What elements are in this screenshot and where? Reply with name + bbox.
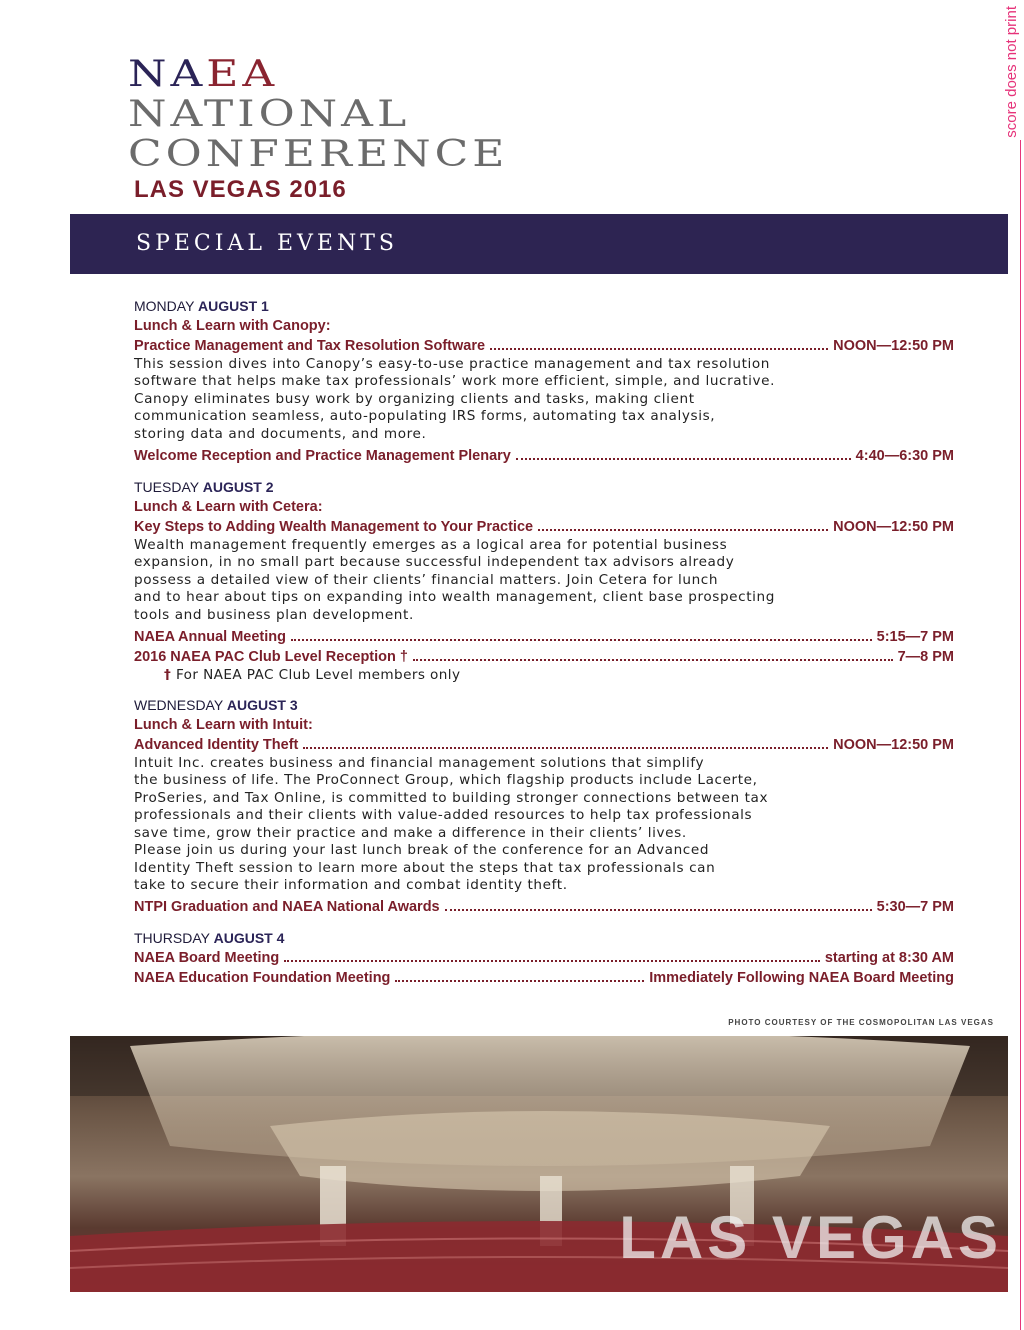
day-heading [134,479,984,495]
event-name: NTPI Graduation and NAEA National Awards [134,899,440,916]
banner-title: SPECIAL EVENTS [136,231,398,256]
event-row [134,337,954,355]
day-date: AUGUST 3 [226,697,298,714]
event-name: NAEA Board Meeting [134,950,280,967]
event-name: Advanced Identity Theft [134,737,299,754]
logo-ea: EA [206,53,279,95]
margin-note: score does not print [1003,6,1020,138]
dot-leader [516,458,851,460]
event-row [134,969,954,987]
event-sponsor-title: Lunch & Learn with Intuit: [134,717,313,734]
event-time: 5:30—7 PM [876,899,954,916]
event-row [134,648,954,666]
dagger-symbol: † [164,667,172,684]
dot-leader [284,960,820,962]
day-heading [134,930,984,946]
event-schedule [134,298,984,987]
photo-caption: LAS VEGAS [619,1204,1002,1271]
dot-leader [538,529,828,531]
event-time: NOON—12:50 PM [833,519,954,536]
day-weekday: WEDNESDAY [134,697,223,714]
event-name: Welcome Reception and Practice Management Plenary [134,448,511,465]
event-note-text: For NAEA PAC Club Level members only [175,667,461,684]
logo-line-naea [128,53,508,95]
event-description: This session dives into Canopy’s easy-to-use practice management and tax resolution software that helps make tax professionals’ work more efficient, simple, and lucrative. Canopy eliminates busy work by organizing clients and tasks, making client communication seamless, auto-populating IRS forms, automating tax analysis, storing data and documents, and more. [134,356,776,442]
event-time: Immediately Following NAEA Board Meeting [649,970,954,987]
dot-leader [413,659,893,661]
logo-line-conference: CONFERENCE [128,133,509,175]
venue-photo [70,1036,1008,1292]
dot-leader [303,747,828,749]
conference-logo [128,53,509,178]
event-name: Key Steps to Adding Wealth Management to Your Practice [134,519,534,536]
dot-leader [445,909,872,911]
event-time: 7—8 PM [897,649,954,666]
logo-na: NA [128,53,207,95]
day-weekday: MONDAY [134,298,195,314]
day-heading [134,697,984,713]
event-time: NOON—12:50 PM [833,338,954,354]
day-weekday: THURSDAY [134,930,210,947]
event-name: Practice Management and Tax Resolution Software [134,338,486,354]
day-date: AUGUST 1 [198,298,269,314]
event-row [134,447,954,465]
event-row [134,949,954,967]
photo-credit: PHOTO COURTESY OF THE COSMOPOLITAN LAS VEGAS [728,1018,994,1027]
conference-subtitle: LAS VEGAS 2016 [134,176,347,203]
section-banner [70,214,1008,274]
event-sponsor-title: Lunch & Learn with Cetera: [134,499,323,516]
event-time: 4:40—6:30 PM [855,448,954,465]
event-row [134,628,954,646]
day-weekday: TUESDAY [134,479,199,496]
day-date: AUGUST 2 [202,479,274,496]
event-time: starting at 8:30 AM [824,950,954,967]
event-note [164,667,984,683]
event-description: Intuit Inc. creates business and financial management solutions that simplify the business of life. The ProConnect Group, which flagship products include Lacerte, ProSeries, and Tax Online, is committed to building stronger connections between tax professionals and their clients with value-added resources to help tax professionals save time, grow their practice and make a difference in their clients’ lives. Please join us during your last lunch break of the conference for an Advanced Identity Theft session to learn more about the steps that tax professionals can take to secure their information and combat identity theft. [134,755,769,893]
logo-line-national: NATIONAL [128,93,411,135]
event-row [134,518,954,536]
event-time: 5:15—7 PM [876,629,954,646]
event-row [134,898,954,916]
dot-leader [395,980,644,982]
event-row [134,736,954,754]
day-date: AUGUST 4 [213,930,285,947]
trim-line [1020,140,1021,1330]
event-description: Wealth management frequently emerges as a logical area for potential business expansion, in no small part because successful independent tax advisors already possess a detailed view of their clients’ financial matters. Join Cetera for lunch and to hear about tips on expanding into wealth management, client base prospecting tools and business plan development. [134,537,775,623]
event-sponsor-title: Lunch & Learn with Canopy: [134,318,331,334]
event-name: NAEA Annual Meeting [134,629,286,646]
event-name: NAEA Education Foundation Meeting [134,970,391,987]
day-heading [134,298,984,314]
dot-leader [490,348,828,350]
event-time: NOON—12:50 PM [833,737,954,754]
event-name: 2016 NAEA PAC Club Level Reception † [134,649,408,666]
dot-leader [291,639,872,641]
